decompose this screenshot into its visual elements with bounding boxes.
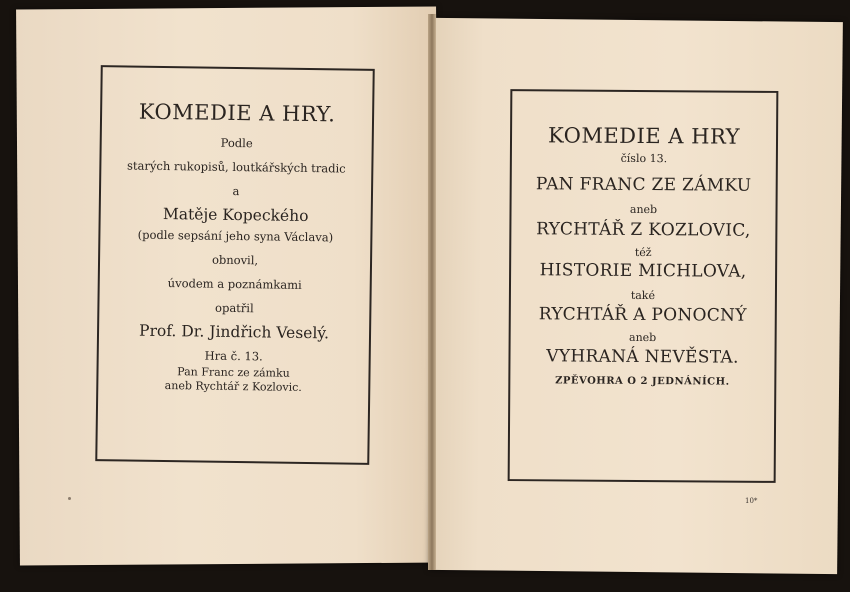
- right-conj-3: také: [630, 288, 656, 303]
- left-line-uvodem: úvodem a poznámkami: [167, 276, 302, 292]
- right-title-2: RYCHTÁŘ Z KOZLOVIC,: [536, 219, 751, 241]
- left-line-opatril: opatřil: [214, 300, 254, 316]
- right-title-frame: [508, 89, 779, 483]
- left-play-title-2: aneb Rychtář z Kozlovic.: [164, 379, 302, 394]
- left-editor: Prof. Dr. Jindřich Veselý.: [138, 321, 330, 343]
- left-play-number: Hra č. 13.: [204, 348, 263, 364]
- right-title-1: PAN FRANC ZE ZÁMKU: [535, 174, 752, 196]
- left-line-podle: Podle: [220, 135, 253, 151]
- left-author-note: (podle sepsání jeho syna Václava): [137, 227, 334, 245]
- page-number: 10*: [745, 497, 758, 505]
- left-title: KOMEDIE A HRY.: [138, 99, 336, 127]
- left-play-title-1: Pan Franc ze zámku: [177, 365, 290, 380]
- right-subtitle: ZPĚVOHRA O 2 JEDNÁNÍCH.: [555, 375, 730, 388]
- right-title-5: VYHRANÁ NEVĚSTA.: [546, 346, 739, 368]
- left-author: Matěje Kopeckého: [162, 204, 309, 226]
- book-spine: [428, 14, 436, 570]
- left-line-a: a: [232, 183, 240, 199]
- left-line-obnovil: obnovil,: [211, 252, 259, 268]
- paper-speck: [68, 497, 71, 500]
- right-conj-1: aneb: [629, 202, 658, 217]
- right-title-4: RYCHTÁŘ A PONOCNÝ: [538, 304, 747, 326]
- right-conj-4: aneb: [628, 330, 657, 345]
- right-conj-2: též: [634, 245, 652, 260]
- right-title: KOMEDIE A HRY: [547, 123, 741, 149]
- right-title-3: HISTORIE MICHLOVA,: [539, 260, 747, 282]
- right-number: číslo 13.: [620, 151, 668, 166]
- left-line-sources: starých rukopisů, loutkářských tradic: [126, 158, 346, 176]
- left-title-frame: [95, 65, 375, 465]
